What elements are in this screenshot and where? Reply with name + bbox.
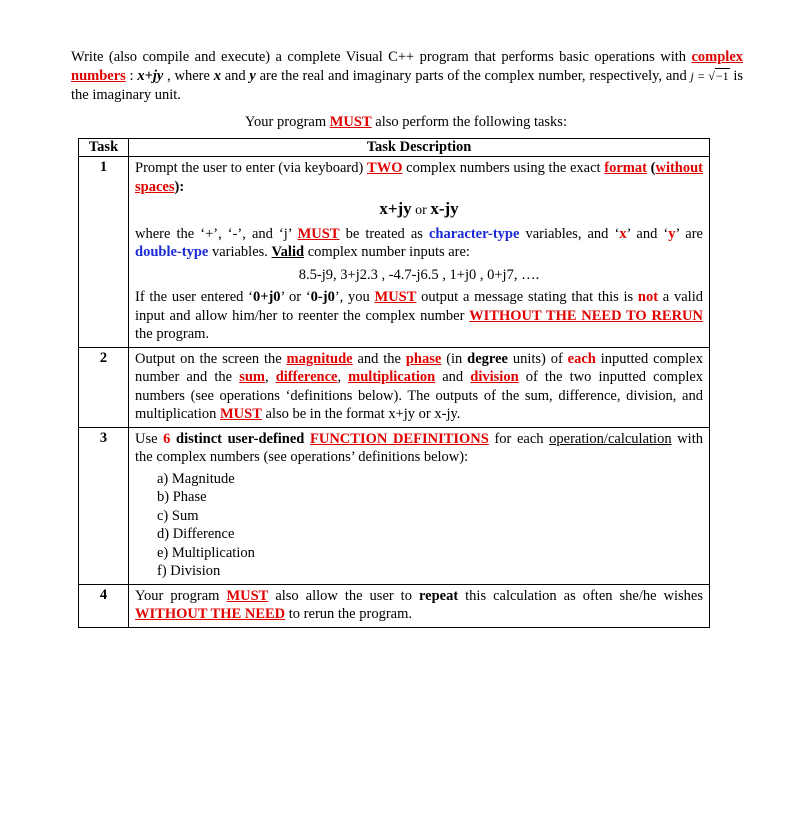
list-item: b) Phase	[157, 489, 207, 505]
task3-intro	[135, 430, 703, 467]
text: Output on the screen the	[135, 350, 287, 367]
zero-minus: 0-j0	[310, 289, 335, 305]
header-task: Task	[79, 139, 129, 157]
list-item: c) Sum	[157, 507, 199, 524]
valid-examples: 8.5-j9, 3+j2.3 , -4.7-j6.5 , 1+j0 , 0+j7, ….	[298, 266, 540, 283]
magnitude-emphasis: magnitude	[286, 350, 353, 367]
text: Prompt the user to enter (via keyboard)	[135, 160, 368, 176]
list-item: f) Division	[157, 563, 221, 579]
must-emphasis: MUST	[297, 225, 340, 242]
subtitle-text: also perform the following tasks:	[371, 114, 567, 130]
zero-plus: 0+j0	[252, 289, 281, 305]
without-spaces-emphasis: without spaces	[135, 160, 704, 195]
text: complex numbers using the exact	[402, 160, 605, 176]
text: (	[650, 160, 656, 176]
text: also be in the format x+jy or x-jy.	[261, 406, 461, 422]
text: ):	[174, 178, 185, 195]
must-emphasis: MUST	[374, 289, 417, 305]
without-rerun-emphasis: WITHOUT THE NEED TO RERUN	[469, 307, 704, 324]
text: If the user entered ‘	[135, 289, 253, 305]
task1-types	[135, 225, 703, 262]
multiplication-emphasis: multiplication	[348, 369, 436, 385]
double-type-emphasis: double-type	[135, 244, 209, 260]
task-description	[129, 584, 710, 627]
text: for each	[488, 430, 550, 447]
text: ’ and ‘	[626, 225, 669, 242]
intro-text: :	[125, 68, 138, 84]
list-item: a) Magnitude	[157, 470, 235, 487]
text: ’ or ‘	[280, 289, 311, 305]
sum-emphasis: sum	[239, 369, 265, 385]
format-plus: x+jy	[379, 199, 412, 218]
intro-text: are the real and imaginary parts of the complex number, respectively, and	[255, 68, 691, 84]
text: variables, and ‘	[519, 225, 620, 242]
text: ’, you	[334, 289, 375, 305]
var-x: x	[213, 68, 221, 84]
input-format	[135, 200, 703, 221]
without-need-emphasis: WITHOUT THE NEED	[135, 606, 286, 622]
task-row-4	[79, 584, 710, 627]
must-emphasis: MUST	[226, 587, 269, 604]
task-number: 1	[79, 157, 129, 348]
text: units) of	[507, 350, 568, 367]
list-item: d) Difference	[157, 526, 235, 542]
two-emphasis: TWO	[367, 160, 403, 176]
format-or: or	[411, 203, 431, 218]
difference-emphasis: difference	[275, 369, 338, 385]
intro-paragraph	[71, 48, 743, 105]
subtitle-text: Your program	[245, 114, 330, 130]
task-row-2	[79, 347, 710, 427]
text: Use	[135, 430, 164, 447]
sqrt-minus-one: √−1	[708, 69, 729, 83]
text: to rerun the program.	[285, 606, 412, 622]
text: variables.	[208, 244, 272, 260]
phase-emphasis: phase	[405, 350, 442, 367]
tasks-table	[78, 138, 710, 628]
text: complex number inputs are:	[304, 244, 470, 260]
text: and	[435, 369, 471, 385]
each-emphasis: each	[567, 350, 596, 367]
operations-list	[157, 470, 703, 581]
task1-zero-rule	[135, 288, 703, 344]
var-y: y	[668, 225, 676, 242]
text: ,	[264, 369, 276, 385]
text: output a message stating that this is	[416, 289, 638, 305]
must-emphasis: MUST	[329, 114, 372, 130]
complex-expression: x+jy	[137, 68, 164, 84]
not-emphasis: not	[637, 289, 659, 305]
text: also allow the user to	[268, 587, 419, 604]
task-description	[129, 347, 710, 427]
format-minus: x-jy	[430, 199, 459, 218]
intro-text: , where	[163, 68, 214, 84]
complex-numbers-term: complex numbers	[71, 49, 744, 84]
division-emphasis: division	[470, 369, 519, 385]
operation-calculation-emphasis: operation/calculation	[549, 430, 672, 447]
text: Your program	[135, 587, 227, 604]
valid-emphasis: Valid	[271, 244, 305, 260]
intro-text: is the imaginary unit.	[71, 68, 744, 103]
tasks-subtitle	[0, 113, 812, 132]
task1-prompt	[135, 159, 703, 196]
task-row-3	[79, 427, 710, 584]
j-definition: j =	[690, 69, 709, 83]
list-item: e) Multiplication	[157, 544, 255, 561]
repeat-emphasis: repeat	[418, 587, 459, 604]
format-emphasis: format	[604, 160, 647, 176]
text: where the ‘+’, ‘-’, and ‘j’	[135, 225, 298, 242]
function-definitions-emphasis: FUNCTION DEFINITIONS	[310, 430, 489, 447]
text: the program.	[135, 326, 210, 342]
text: a valid input and allow him/her to reenter the complex number	[135, 289, 703, 324]
must-emphasis: MUST	[219, 406, 262, 422]
task-number: 3	[79, 427, 129, 584]
text: distinct user-defined	[170, 430, 310, 447]
task-description	[129, 427, 710, 584]
text: and the	[352, 350, 406, 367]
degree-emphasis: degree	[467, 350, 508, 367]
six-emphasis: 6	[163, 430, 171, 447]
header-description: Task Description	[129, 139, 710, 157]
text: with the complex numbers (see operations’ definitions below):	[135, 430, 703, 465]
task-number: 4	[79, 584, 129, 627]
task-number: 2	[79, 347, 129, 427]
text: inputted complex number and the	[135, 350, 703, 385]
var-y: y	[249, 68, 256, 84]
intro-text: and	[220, 68, 250, 84]
text: of the two inputted complex numbers (see operations ‘definitions below). The outputs of the sum, difference, division, and multiplication	[135, 369, 704, 422]
text: (in	[441, 350, 468, 367]
task-row-1	[79, 157, 710, 348]
table-header-row	[79, 139, 710, 157]
var-x: x	[619, 225, 627, 242]
text: this calculation as often she/he wishes	[458, 587, 703, 604]
text: ’ are	[675, 225, 703, 242]
text: be treated as	[339, 225, 429, 242]
character-type-emphasis: character-type	[428, 225, 520, 242]
sqrt-argument: −1	[715, 69, 729, 83]
text: ,	[337, 369, 349, 385]
intro-text: Write (also compile and execute) a complete Visual C++ program that performs basic operations with	[71, 49, 687, 65]
task-description	[129, 157, 710, 348]
